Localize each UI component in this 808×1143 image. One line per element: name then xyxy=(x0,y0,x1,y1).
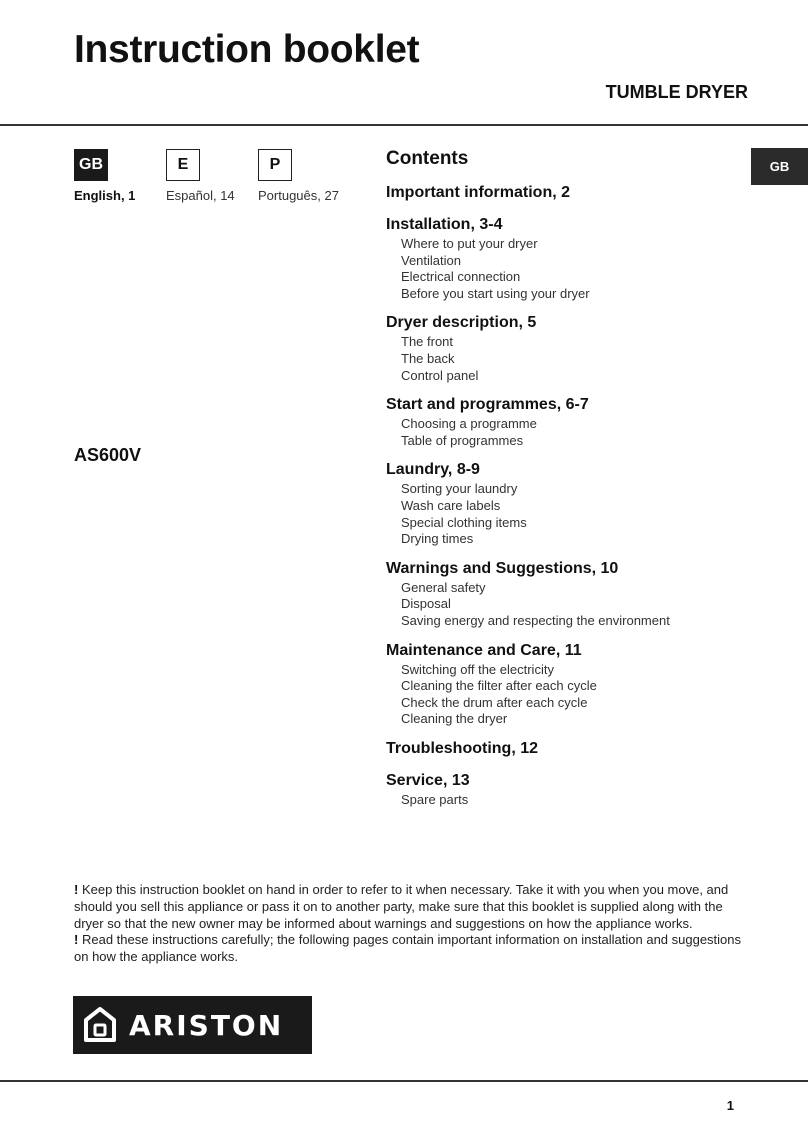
toc-section-title: Maintenance and Care, 11 xyxy=(386,641,582,659)
model-number: AS600V xyxy=(74,445,142,465)
toc-item: Special clothing items xyxy=(401,514,527,530)
toc-item: Spare parts xyxy=(401,791,469,807)
toc-item: Before you start using your dryer xyxy=(401,285,590,301)
toc-section xyxy=(386,459,786,547)
toc-item: Switching off the electricity xyxy=(401,661,554,677)
toc-section xyxy=(386,558,786,630)
toc-item: Control panel xyxy=(401,367,479,383)
toc-section-title: Laundry, 8-9 xyxy=(386,461,480,479)
toc-item: Wash care labels xyxy=(401,497,501,513)
toc-section xyxy=(386,312,786,384)
toc-item: Cleaning the filter after each cycle xyxy=(401,678,597,694)
toc-section-title: Warnings and Suggestions, 10 xyxy=(386,559,619,577)
contents-heading: Contents xyxy=(386,148,469,169)
lang-label-gb: English, 1 xyxy=(74,188,136,203)
toc-item-list xyxy=(386,416,786,449)
toc-item: Disposal xyxy=(401,596,451,612)
note-text: Read these instructions carefully; the following pages contain important information on installation and suggestions on how the appliance works. xyxy=(74,932,742,965)
side-language-tab: GB xyxy=(751,148,808,185)
toc-section-title: Troubleshooting, 12 xyxy=(386,739,539,757)
note-paragraph xyxy=(74,882,754,932)
toc-section-title: Start and programmes, 6-7 xyxy=(386,396,589,414)
toc-item: Drying times xyxy=(401,531,474,547)
toc-section-title: Installation, 3-4 xyxy=(386,216,503,233)
top-divider xyxy=(0,124,808,126)
toc-section-title: Service, 13 xyxy=(386,771,470,789)
ariston-logo xyxy=(73,996,312,1054)
toc-item-list xyxy=(386,580,786,630)
toc-item-list xyxy=(386,662,786,728)
toc-item-list xyxy=(386,792,786,809)
toc-section xyxy=(386,738,786,760)
toc-item: Check the drum after each cycle xyxy=(401,694,588,710)
toc-section xyxy=(386,770,786,809)
toc-item: Choosing a programme xyxy=(401,416,537,432)
exclamation-mark: ! xyxy=(74,932,79,948)
toc-item: Cleaning the dryer xyxy=(401,711,508,727)
toc-item: The front xyxy=(401,334,454,350)
toc-section xyxy=(386,214,786,302)
notes xyxy=(74,882,754,966)
toc-section xyxy=(386,394,786,449)
note-paragraph xyxy=(74,932,754,966)
house-icon xyxy=(83,1006,117,1044)
page-number: 1 xyxy=(726,1098,734,1113)
page-title: Instruction booklet xyxy=(74,28,420,71)
toc-item: Electrical connection xyxy=(401,269,521,285)
toc-item: Table of programmes xyxy=(401,432,524,448)
toc-item: Saving energy and respecting the environment xyxy=(401,612,670,628)
toc-item: Sorting your laundry xyxy=(401,481,518,497)
toc-item: Ventilation xyxy=(401,252,461,268)
toc-section-title: Dryer description, 5 xyxy=(386,314,537,332)
toc-item: The back xyxy=(401,350,455,366)
product-type: TUMBLE DRYER xyxy=(605,82,748,102)
toc-section xyxy=(386,640,786,728)
toc-item-list xyxy=(386,334,786,384)
toc-item: General safety xyxy=(401,579,486,595)
toc-section xyxy=(386,182,786,204)
bottom-divider xyxy=(0,1080,808,1082)
table-of-contents xyxy=(386,182,786,818)
logo-text: ARISTON xyxy=(129,1008,284,1042)
lang-label-p: Português, 27 xyxy=(258,188,339,203)
toc-item-list xyxy=(386,481,786,547)
lang-box-gb: GB xyxy=(74,149,108,181)
toc-item-list xyxy=(386,236,786,302)
lang-box-p: P xyxy=(258,149,292,181)
toc-item: Where to put your dryer xyxy=(401,236,538,251)
lang-label-e: Español, 14 xyxy=(166,188,235,203)
note-text: Keep this instruction booklet on hand in order to refer to it when necessary. Take it with you when you move, and should you sell this appliance or pass it on to another party, make sure that this booklet is supplied along with the dryer so that the new owner may be informed about warnings and suggestions on how the appliance works. xyxy=(74,882,729,931)
exclamation-mark: ! xyxy=(74,882,79,897)
toc-section-title: Important information, 2 xyxy=(386,184,570,201)
lang-box-e: E xyxy=(166,149,200,181)
